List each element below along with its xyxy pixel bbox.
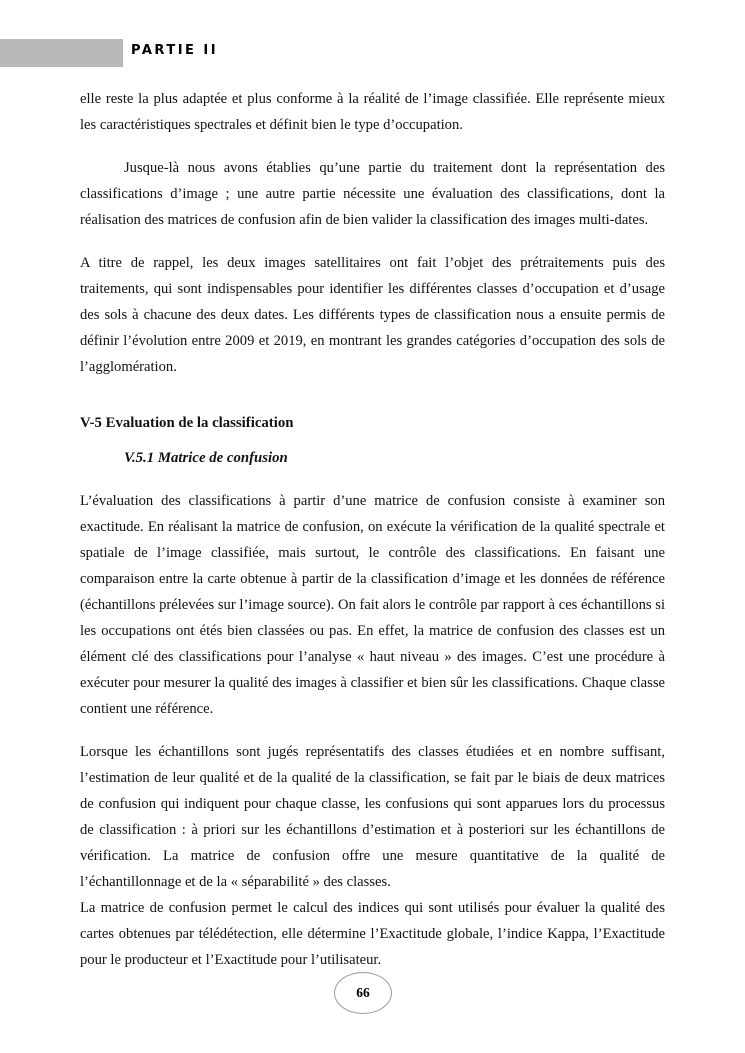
header-partie-label: PARTIE II <box>131 43 219 58</box>
page-number: 66 <box>356 985 370 1000</box>
document-body <box>80 86 665 973</box>
paragraph-indices: La matrice de confusion permet le calcul des indices qui sont utilisés pour évaluer la qualité des cartes obtenues par télédétection, elle détermine l’Exactitude globale, l’indice Kappa, l’Exactitude pour le producteur et l’Exactitude pour l’utilisateur. <box>80 900 665 968</box>
paragraph-jusque-la: Jusque-là nous avons établies qu’une partie du traitement dont la représentation des classifications d’image ; une autre partie nécessite une évaluation des classifications, dont la réalisation des matrices de confusion afin de bien valider la classification des images multi-dates. <box>80 160 665 228</box>
page-number-badge <box>334 972 392 1014</box>
paragraph-echantillons: Lorsque les échantillons sont jugés représentatifs des classes étudiées et en nombre suffisant, l’estimation de leur qualité et de la qualité de la classification, se fait par le biais de deux matrices de confusion qui indiquent pour chaque classe, les confusions qui sont apparues lors du processus de classification : à priori sur les échantillons d’estimation et à posteriori sur les échantillons de vérification. La matrice de confusion offre une mesure quantitative de la qualité de l’échantillonnage et de la « séparabilité » des classes. <box>80 744 665 890</box>
paragraph-rappel: A titre de rappel, les deux images satellitaires ont fait l’objet des prétraitements puis des traitements, qui sont indispensables pour identifier les différentes classes d’occupation et d’usage des sols à chacune des deux dates. Les différents types de classification nous a ensuite permis de définir l’évolution entre 2009 et 2019, en montrant les grandes catégories d’occupation des sols de l’agglomération. <box>80 255 665 375</box>
header-gray-bar <box>0 39 123 67</box>
subsection-heading-v51: V.5.1 Matrice de confusion <box>124 450 288 466</box>
section-heading-v5: V-5 Evaluation de la classification <box>80 415 294 431</box>
paragraph-evaluation: L’évaluation des classifications à partir d’une matrice de confusion consiste à examiner son exactitude. En réalisant la matrice de confusion, on exécute la vérification de la qualité spectrale et spatiale de l’image classifiée, mais surtout, le contrôle des classifications. En faisant une comparaison entre la carte obtenue à partir de la classification d’image et les données de référence (échantillons prélevées sur l’image source). On fait alors le contrôle par rapport à ces échantillons si les occupations ont étés bien classées ou pas. En effet, la matrice de confusion des classes est un élément clé des classifications pour l’analyse « haut niveau » des images. C’est une procédure à exécuter pour mesurer la qualité des images à classifier et bien sûr les classifications. Chaque classe contient une référence. <box>80 493 665 717</box>
paragraph-intro: elle reste la plus adaptée et plus conforme à la réalité de l’image classifiée. Elle représente mieux les caractéristiques spectrales et définit bien le type d’occupation. <box>80 91 665 133</box>
